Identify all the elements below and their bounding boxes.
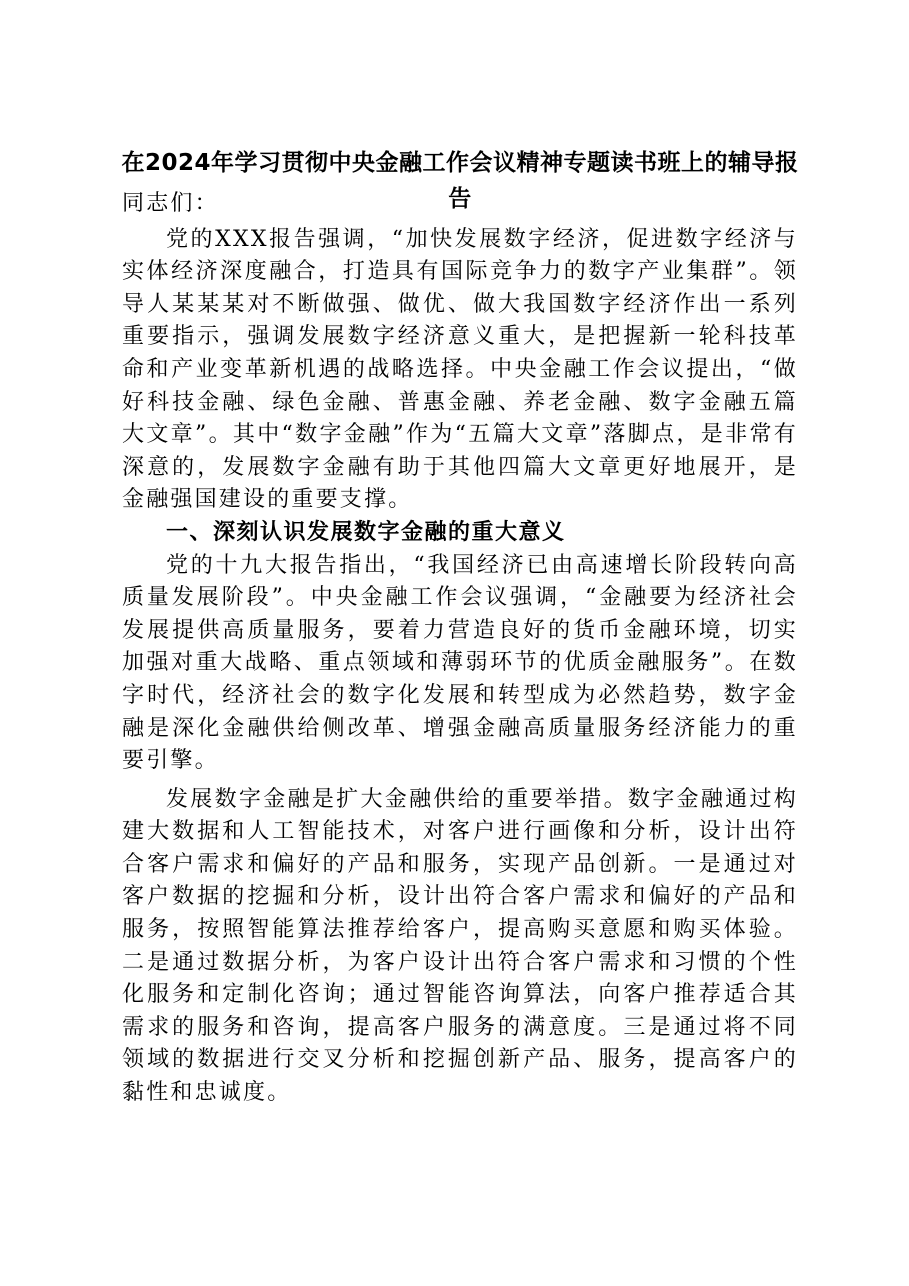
section-heading: 一、深刻认识发展数字金融的重大意义 [166,519,566,545]
paragraph-section-2: 发展数字金融是扩大金融供给的重要举措。数字金融通过构建大数据和人工智能技术，对客户进行画像和分析，设计出符合客户需求和偏好的产品和服务，实现产品创新。一是通过对客户数据的挖掘和分析，设计出符合客户需求和偏好的产品和服务，按照智能算法推荐给客户，提高购买意愿和购买体验。二是通过数据分析，为客户设计出符合客户需求和习惯的个性化服务和定制化咨询；通过智能咨询算法，向客户推荐适合其需求的服务和咨询，提高客户服务的满意度。三是通过将不同领域的数据进行交叉分析和挖掘创新产品、服务，提高客户的黏性和忠诚度。 [122,786,798,1106]
document-body [122,188,798,1110]
paragraph-intro: 党的XXX报告强调，“加快发展数字经济，促进数字经济与实体经济深度融合，打造具有国际竞争力的数字产业集群”。领导人某某某对不断做强、做优、做大我国数字经济作出一系列重要指示，强调发展数字经济意义重大，是把握新一轮科技革命和产业变革新机遇的战略选择。中央金融工作会议提出，“做好科技金融、绿色金融、普惠金融、养老金融、数字金融五篇大文章”。其中“数字金融”作为“五篇大文章”落脚点，是非常有深意的，发展数字金融有助于其他四篇大文章更好地展开，是金融强国建设的重要支撑。 [122,226,798,513]
paragraph-section-1: 党的十九大报告指出，“我国经济已由高速增长阶段转向高质量发展阶段”。中央金融工作会议强调，“金融要为经济社会发展提供高质量服务，要着力营造良好的货币金融环境，切实加强对重大战略、重点领域和薄弱环节的优质金融服务”。在数字时代，经济社会的数字化发展和转型成为必然趋势，数字金融是深化金融供给侧改革、增强金融高质量服务经济能力的重要引擎。 [122,552,798,774]
salutation: 同志们： [122,191,219,216]
document-title: 在2024年学习贯彻中央金融工作会议精神专题读书班上的辅导报告 [121,150,799,212]
